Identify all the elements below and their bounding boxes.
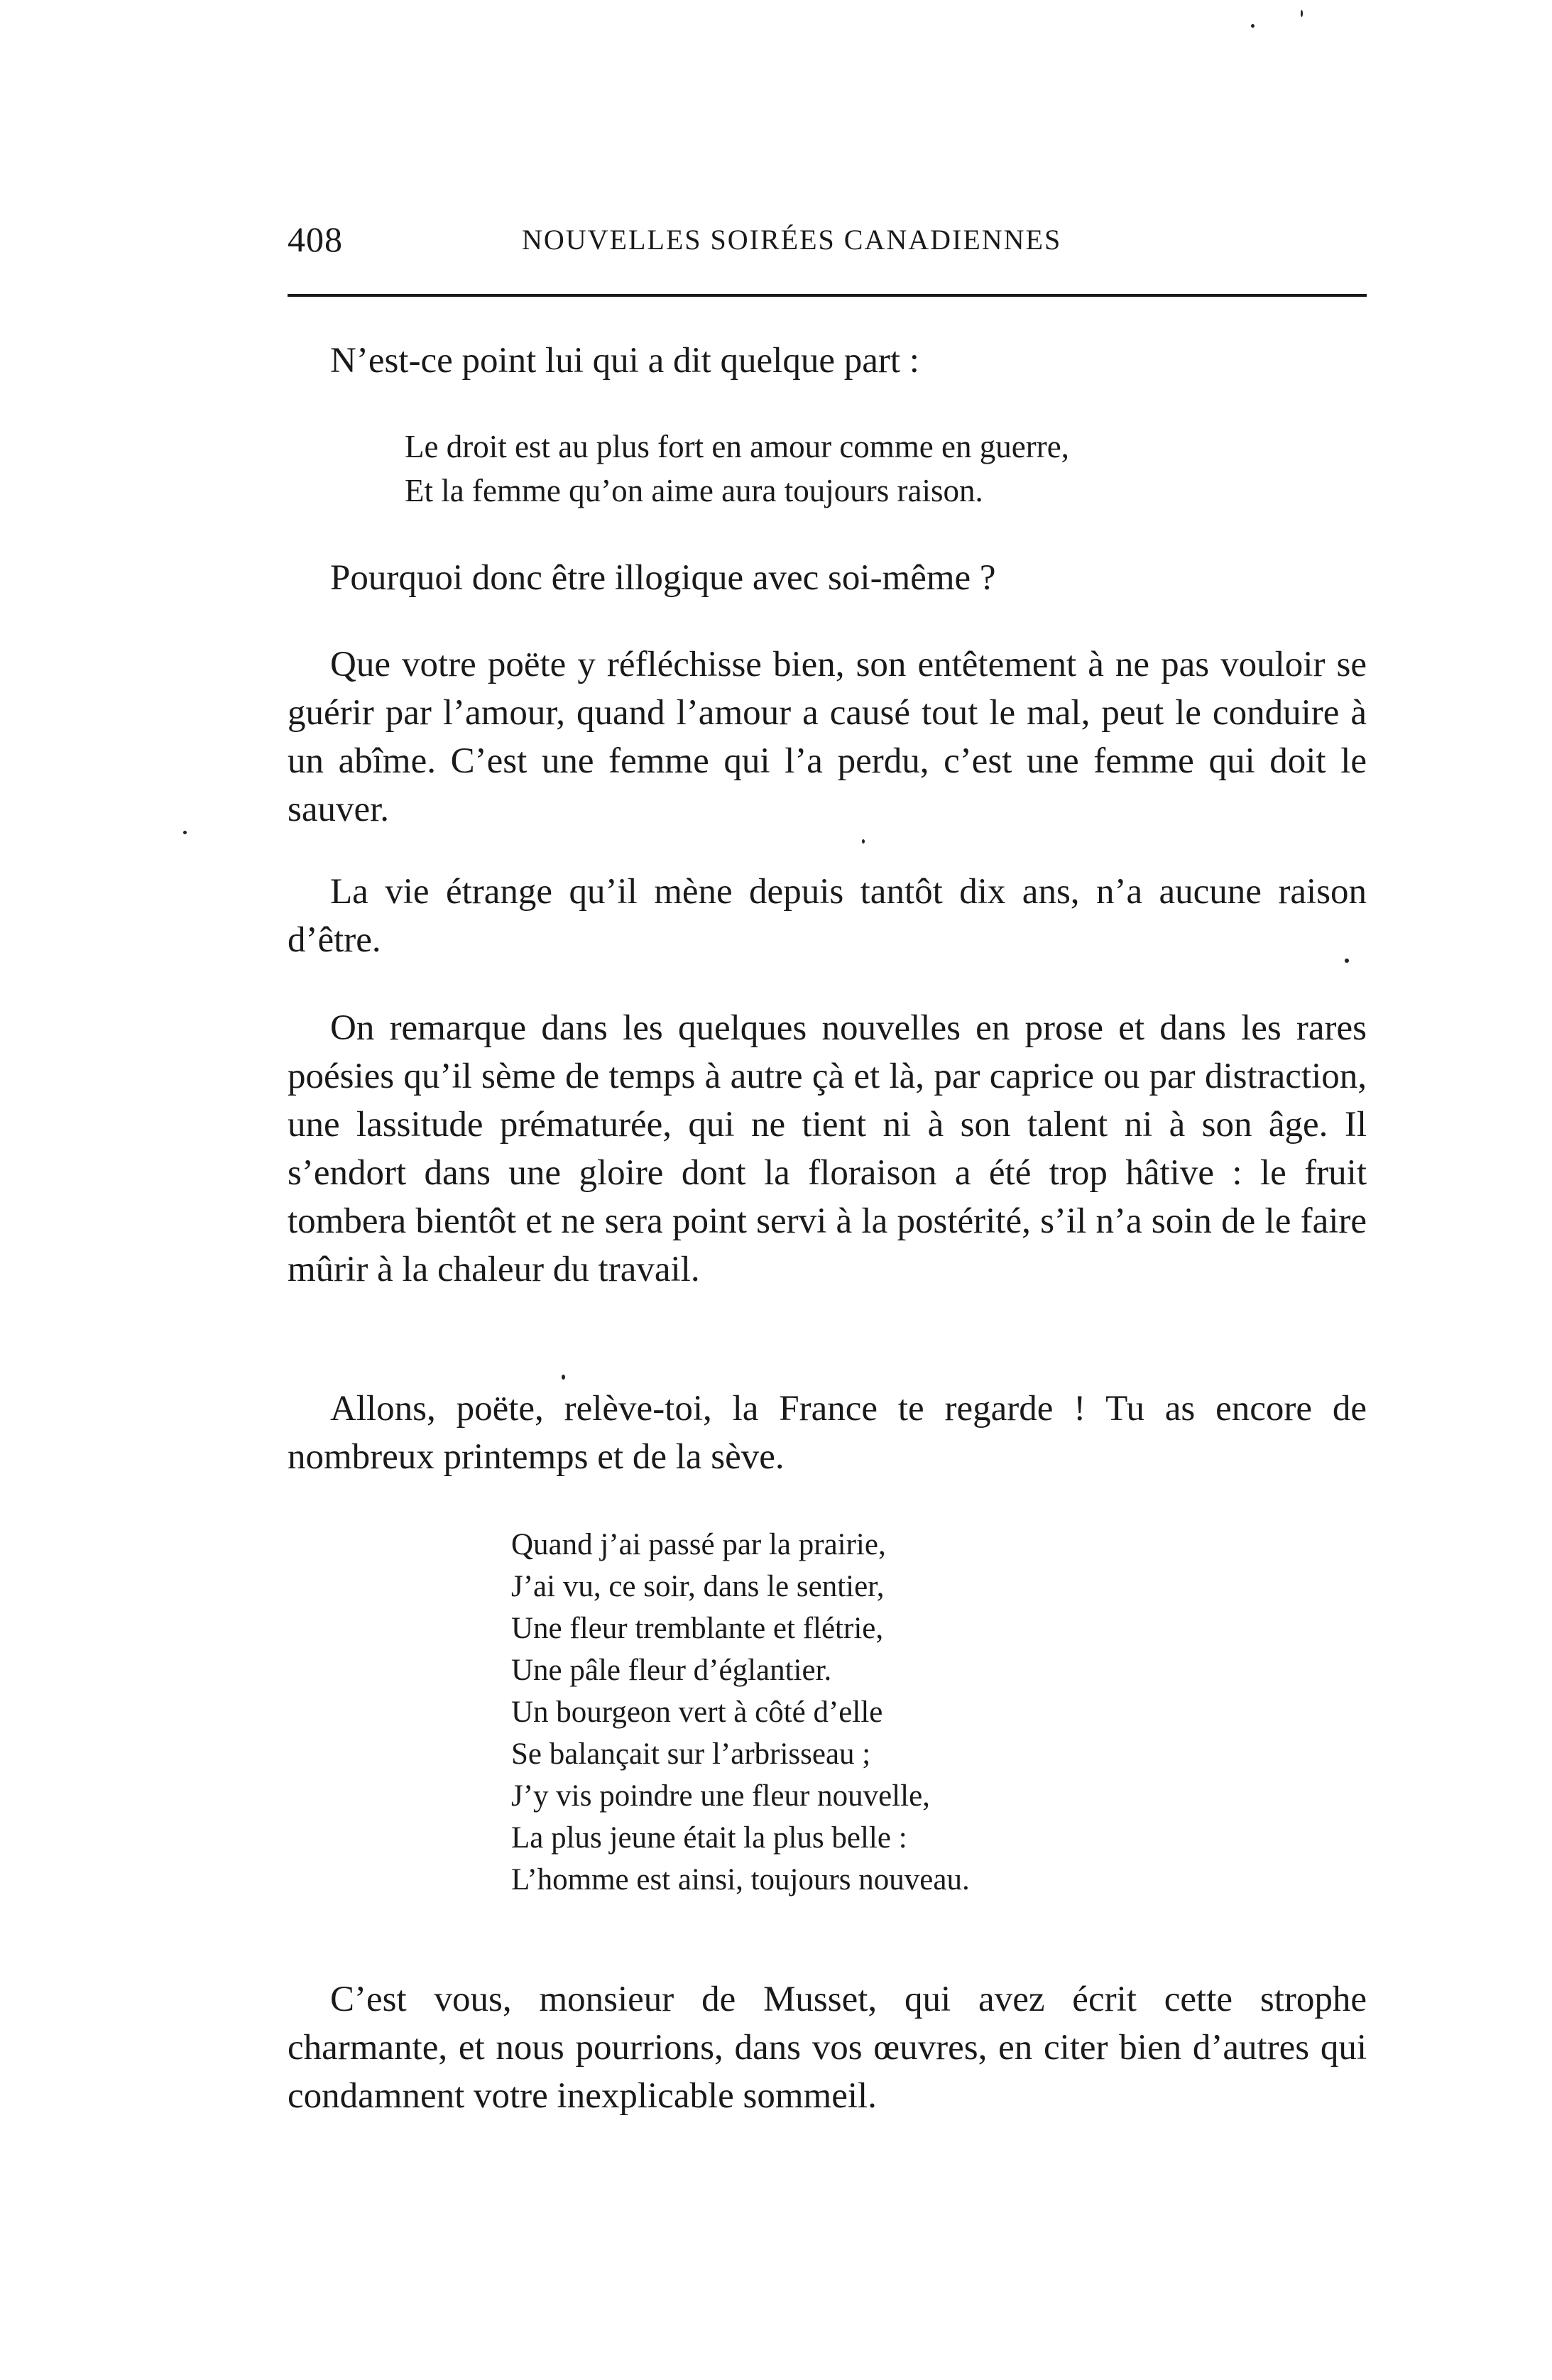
poem-line-4: Une pâle fleur d’églantier. xyxy=(511,1654,832,1687)
running-title: NOUVELLES SOIRÉES CANADIENNES xyxy=(522,224,1062,256)
scan-speck xyxy=(1301,10,1303,17)
scan-speck xyxy=(183,831,187,834)
paragraph-intro: N’est-ce point lui qui a dit quelque part : xyxy=(330,341,919,381)
paragraph-remarque: On remarque dans les quelques nouvelles en prose et dans les rares poésies qu’il sème de temps à autre çà et là, par caprice ou par distraction, une lassitude prématurée, qui ne tient ni à son talent ni à son âge. Il s’endort dans une gloire dont la floraison a été trop hâtive : le fruit tombera bientôt et ne sera point servi à la postérité, s’il n’a soin de le faire mûrir à la chaleur du travail. xyxy=(288,1008,1367,1289)
poem-line-1: Quand j’ai passé par la prairie, xyxy=(511,1528,886,1561)
poem-line-2: J’ai vu, ce soir, dans le sentier, xyxy=(511,1570,885,1603)
poem-line-3: Une fleur tremblante et flétrie, xyxy=(511,1612,884,1645)
quote-line-2: Et la femme qu’on aime aura toujours raison. xyxy=(405,473,983,508)
scan-speck xyxy=(1251,24,1255,28)
paragraph-illogique: Pourquoi donc être illogique avec soi-même ? xyxy=(330,558,996,598)
paragraph-reflechisse: Que votre poëte y réfléchisse bien, son entêtement à ne pas vouloir se guérir par l’amour, quand l’amour a causé tout le mal, peut le conduire à un abîme. C’est une femme qui l’a perdu, c’est une femme qui doit le sauver. xyxy=(288,645,1367,829)
scan-speck xyxy=(562,1375,565,1380)
poem-line-7: J’y vis poindre une fleur nouvelle, xyxy=(511,1779,930,1813)
paragraph-vie-etrange: La vie étrange qu’il mène depuis tantôt dix ans, n’a aucune raison d’être. xyxy=(288,872,1367,960)
scan-speck xyxy=(862,839,865,844)
poem-line-6: Se balançait sur l’arbrisseau ; xyxy=(511,1737,871,1771)
paragraph-musset: C’est vous, monsieur de Musset, qui avez écrit cette strophe charmante, et nous pourrions, dans vos œuvres, en citer bien d’autres qui condamnent votre inexplicable sommeil. xyxy=(288,1980,1367,2116)
header-rule xyxy=(288,294,1367,297)
scan-speck xyxy=(1345,959,1349,963)
poem-line-5: Un bourgeon vert à côté d’elle xyxy=(511,1696,883,1729)
poem-line-8: La plus jeune était la plus belle : xyxy=(511,1821,907,1855)
page-header xyxy=(288,213,1367,270)
page-number: 408 xyxy=(288,219,343,259)
quote-line-1: Le droit est au plus fort en amour comme en guerre, xyxy=(405,429,1069,464)
poem-line-9: L’homme est ainsi, toujours nouveau. xyxy=(511,1863,970,1896)
paragraph-allons: Allons, poëte, relève-toi, la France te regarde ! Tu as encore de nombreux printemps et de la sève. xyxy=(288,1389,1367,1477)
